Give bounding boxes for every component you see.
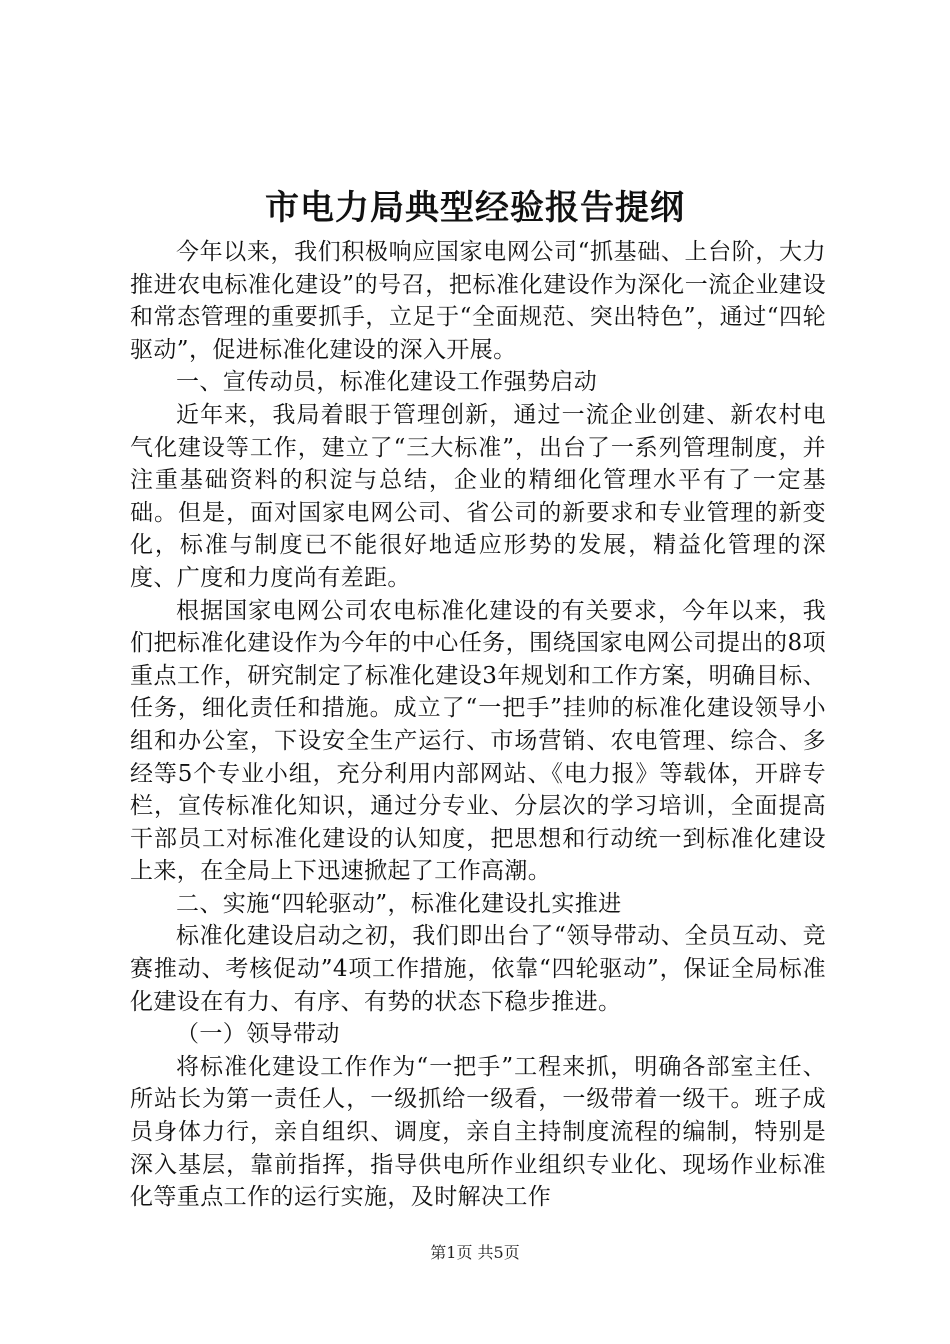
document-title: 市电力局典型经验报告提纲 <box>265 188 685 228</box>
page-footer: 第1页 共5页 <box>430 1243 520 1262</box>
section-heading-1: 一、宣传动员，标准化建设工作强势启动 <box>176 369 598 396</box>
intro-paragraph: 今年以来，我们积极响应国家电网公司“抓基础、上台阶，大力推进农电标准化建设”的号召，把标准化建设作为深化一流企业建设和常态管理的重要抓手，立足于“全面规范、突出特色”，通过“四轮驱动”，促进标准化建设的深入开展。 <box>130 239 826 363</box>
section-heading-2: 二、实施“四轮驱动”，标准化建设扎实推进 <box>176 890 622 917</box>
body-paragraph: 将标准化建设工作作为“一把手”工程来抓，明确各部室主任、所站长为第一责任人，一级抓给一级看，一级带着一级干。班子成员身体力行，亲自组织、调度，亲自主持制度流程的编制，特别是深入基层，靠前指挥，指导供电所作业组织专业化、现场作业标准化等重点工作的运行实施，及时解决工作 <box>130 1053 826 1211</box>
body-paragraph: 根据国家电网公司农电标准化建设的有关要求，今年以来，我们把标准化建设作为今年的中心任务，围绕国家电网公司提出的8项重点工作，研究制定了标准化建设3年规划和工作方案，明确目标、任务，细化责任和措施。成立了“一把手”挂帅的标准化建设领导小组和办公室，下设安全生产运行、市场营销、农电管理、综合、多经等5个专业小组，充分利用内部网站、《电力报》等载体，开辟专栏，宣传标准化知识，通过分专业、分层次的学习培训，全面提高干部员工对标准化建设的认知度，把思想和行动统一到标准化建设上来，在全局上下迅速掀起了工作高潮。 <box>130 597 826 885</box>
subsection-heading: （一）领导带动 <box>176 1021 340 1048</box>
body-paragraph: 近年来，我局着眼于管理创新，通过一流企业创建、新农村电气化建设等工作，建立了“三大标准”，出台了一系列管理制度，并注重基础资料的积淀与总结，企业的精细化管理水平有了一定基础。但是，面对国家电网公司、省公司的新要求和专业管理的新变化，标准与制度已不能很好地适应形势的发展，精益化管理的深度、广度和力度尚有差距。 <box>130 401 826 591</box>
document-body <box>130 236 826 1214</box>
body-paragraph: 标准化建设启动之初，我们即出台了“领导带动、全员互动、竞赛推动、考核促动”4项工作措施，依靠“四轮驱动”，保证全局标准化建设在有力、有序、有势的状态下稳步推进。 <box>130 923 826 1015</box>
